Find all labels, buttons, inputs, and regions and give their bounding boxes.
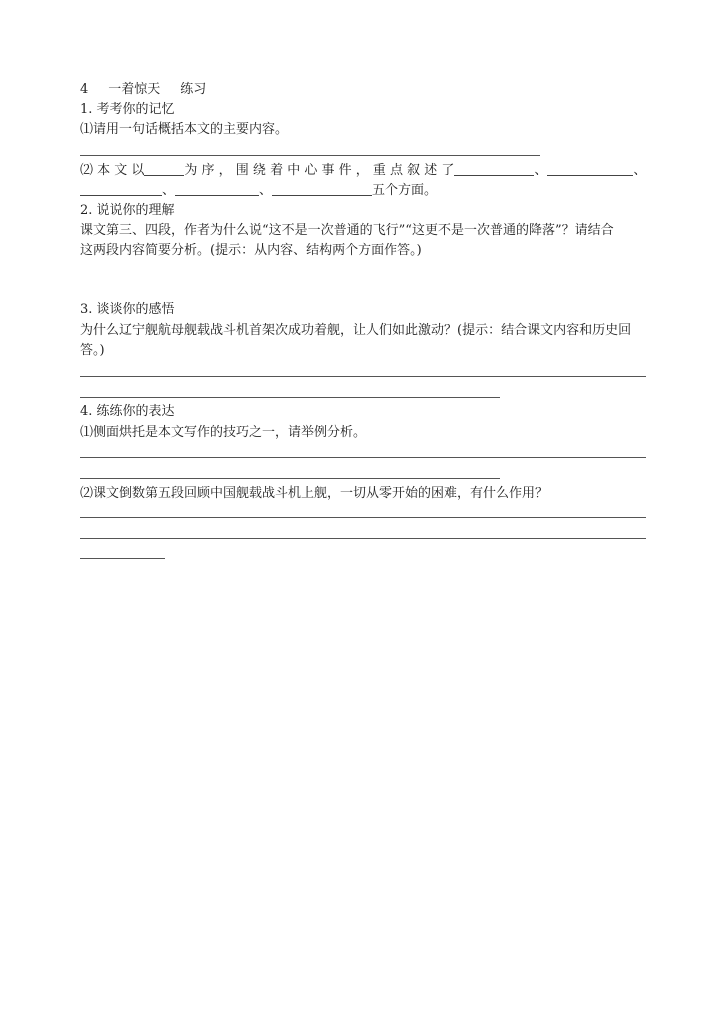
separator: 、 — [534, 163, 548, 178]
q3-answer-line[interactable] — [80, 397, 500, 398]
lesson-name: 一着惊天 — [108, 82, 161, 97]
separator: 、 — [633, 163, 647, 178]
q1-2-line1 — [80, 161, 646, 181]
q4-1-answer-line[interactable] — [80, 478, 500, 479]
q4-1-prompt: ⑴侧面烘托是本文写作的技巧之一，请举例分析。 — [80, 425, 367, 440]
q4-2-answer-line[interactable] — [80, 517, 646, 518]
q4-heading: 4. 练练你的表达 — [80, 404, 175, 419]
q1-2-line2 — [80, 181, 437, 201]
q3-heading: 3. 谈谈你的感悟 — [80, 302, 175, 317]
q4-2-answer-line[interactable] — [80, 538, 646, 539]
q1-2-end: 五个方面。 — [372, 183, 438, 198]
q4-2-prompt: ⑵课文倒数第五段回顾中国舰载战斗机上舰，一切从零开始的困难，有什么作用？ — [80, 486, 549, 501]
lesson-number: 4 — [80, 82, 89, 97]
q3-prompt-line2: 答。) — [80, 343, 105, 358]
q3-prompt-line1: 为什么辽宁舰航母舰载战斗机首架次成功着舰，让人们如此激动？(提示：结合课文内容和历史回 — [80, 323, 632, 338]
q1-1-answer-line[interactable] — [80, 155, 540, 156]
separator: 、 — [162, 183, 176, 198]
q4-1-answer-line[interactable] — [80, 457, 646, 458]
q1-2-blank-3[interactable] — [80, 182, 162, 196]
q1-heading: 1. 考考你的记忆 — [80, 102, 175, 117]
q1-2-blank-4[interactable] — [175, 182, 259, 196]
q3-answer-line[interactable] — [80, 376, 646, 377]
q2-prompt-line2: 这两段内容简要分析。(提示：从内容、结构两个方面作答。) — [80, 243, 422, 258]
q1-2-middle: 为 序 ， 围 绕 着 中 心 事 件 ， 重 点 叙 述 了 — [184, 163, 455, 178]
q2-prompt-line1: 课文第三、四段，作者为什么说“这不是一次普通的飞行”“这更不是一次普通的降落”？请结合 — [80, 223, 614, 238]
q2-heading: 2. 说说你的理解 — [80, 203, 175, 218]
q1-2-blank-2[interactable] — [547, 162, 633, 176]
q1-2-blank-order[interactable] — [144, 162, 184, 176]
lesson-subtitle: 练习 — [180, 82, 207, 97]
separator: 、 — [259, 183, 273, 198]
lesson-title — [80, 80, 206, 100]
q4-2-answer-line[interactable] — [80, 558, 165, 559]
q1-2-prefix: ⑵ 本 文 以 — [80, 163, 145, 178]
q1-2-blank-1[interactable] — [454, 162, 534, 176]
q1-1-prompt: ⑴请用一句话概括本文的主要内容。 — [80, 122, 289, 137]
q1-2-blank-5[interactable] — [272, 182, 372, 196]
